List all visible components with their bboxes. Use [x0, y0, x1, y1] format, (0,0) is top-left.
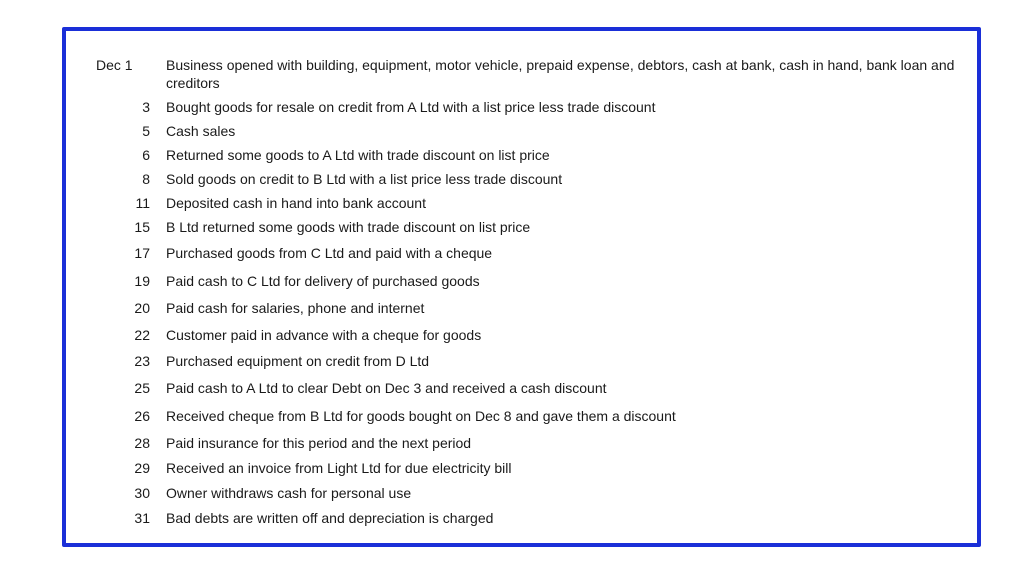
transaction-date: 11	[135, 195, 150, 211]
transaction-description: Purchased goods from C Ltd and paid with a cheque	[166, 245, 493, 261]
transaction-date: 29	[134, 460, 150, 476]
transaction-description: Cash sales	[166, 123, 236, 139]
transaction-date: 3	[142, 99, 150, 115]
transaction-date: 5	[142, 123, 150, 139]
transaction-row	[96, 407, 956, 425]
transaction-description: Paid cash to C Ltd for delivery of purchased goods	[166, 273, 480, 289]
transaction-description: Received cheque from B Ltd for goods bought on Dec 8 and gave them a discount	[166, 408, 676, 424]
transaction-row	[96, 299, 956, 317]
transaction-date: 30	[134, 485, 150, 501]
transaction-row	[96, 244, 956, 262]
transaction-description: Business opened with building, equipment, motor vehicle, prepaid expense, debtors, cash at bank, cash in hand, bank loan and creditors	[166, 57, 955, 91]
transaction-row	[96, 352, 956, 370]
transaction-description: Owner withdraws cash for personal use	[166, 485, 412, 501]
transaction-row	[96, 146, 956, 164]
transaction-date: 26	[134, 408, 150, 424]
transaction-date: 6	[142, 147, 150, 163]
transaction-description: Purchased equipment on credit from D Ltd	[166, 353, 430, 369]
transaction-row	[96, 170, 956, 188]
transaction-date: 25	[134, 380, 150, 396]
transaction-description: Deposited cash in hand into bank account	[166, 195, 426, 211]
transaction-description: Paid insurance for this period and the next period	[166, 435, 472, 451]
transaction-row	[96, 272, 956, 290]
transaction-date: 22	[134, 327, 150, 343]
transaction-row	[96, 218, 956, 236]
transaction-date: 20	[134, 300, 150, 316]
transaction-date: 8	[142, 171, 150, 187]
transaction-description: Paid cash to A Ltd to clear Debt on Dec 3 and received a cash discount	[166, 380, 607, 396]
transaction-row	[96, 509, 956, 527]
transaction-row	[96, 379, 956, 397]
transaction-description: Bought goods for resale on credit from A Ltd with a list price less trade discount	[166, 99, 656, 115]
transaction-row	[96, 459, 956, 477]
transaction-date: 17	[134, 245, 150, 261]
transaction-description: Bad debts are written off and depreciation is charged	[166, 510, 494, 526]
transaction-row	[96, 56, 956, 92]
transaction-description: Customer paid in advance with a cheque for goods	[166, 327, 482, 343]
transaction-row	[96, 326, 956, 344]
transaction-date: Dec 1	[96, 57, 133, 73]
transaction-row	[96, 194, 956, 212]
transaction-date: 31	[134, 510, 150, 526]
transaction-row	[96, 98, 956, 116]
transaction-date: 15	[134, 219, 150, 235]
transaction-description: Sold goods on credit to B Ltd with a list price less trade discount	[166, 171, 563, 187]
transaction-description: Returned some goods to A Ltd with trade discount on list price	[166, 147, 550, 163]
transaction-row	[96, 484, 956, 502]
transaction-date: 23	[134, 353, 150, 369]
transaction-date: 19	[134, 273, 150, 289]
transaction-row	[96, 434, 956, 452]
transaction-description: Paid cash for salaries, phone and internet	[166, 300, 425, 316]
transaction-description: Received an invoice from Light Ltd for due electricity bill	[166, 460, 512, 476]
transactions-frame	[62, 27, 981, 547]
transaction-description: B Ltd returned some goods with trade discount on list price	[166, 219, 531, 235]
transaction-date: 28	[134, 435, 150, 451]
transaction-row	[96, 122, 956, 140]
